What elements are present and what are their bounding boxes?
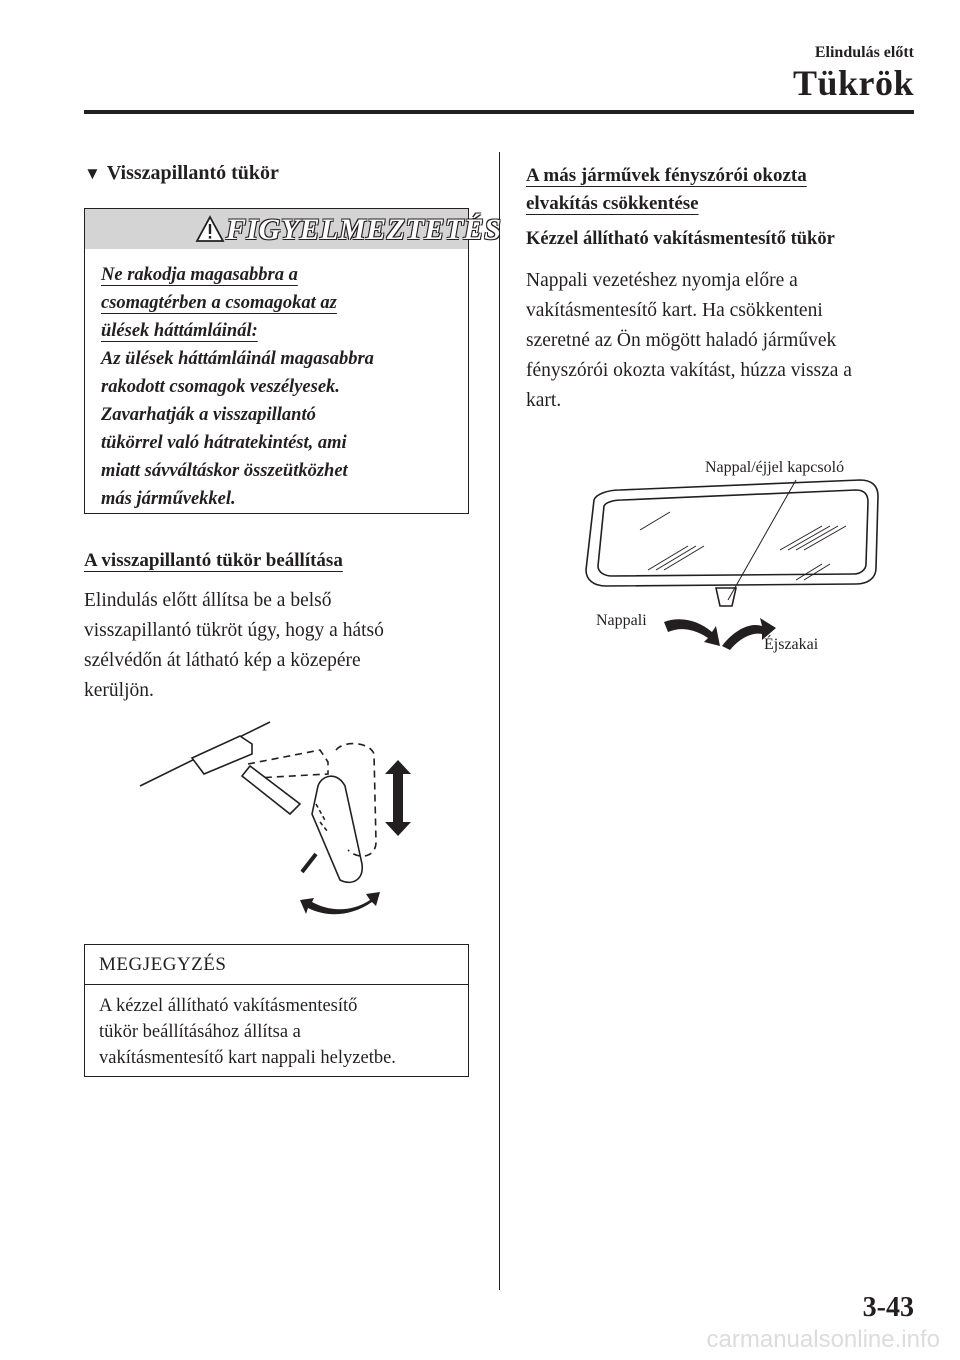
day-night-mirror-figure xyxy=(560,450,890,670)
warning-box xyxy=(84,208,502,514)
glare-heading xyxy=(526,162,886,218)
paragraph-line: vakításmentesítő kart. Ha csökkenteni xyxy=(526,300,823,321)
warning-body-line: más járművekkel. xyxy=(101,489,236,509)
adjust-heading-text: A visszapillantó tükör beállítása xyxy=(84,550,343,571)
page-title: Tükrök xyxy=(792,63,914,103)
warning-body-line: tükörrel való hátratekintést, ami xyxy=(101,433,347,453)
triangle-marker-icon: ▼ xyxy=(84,164,101,183)
night-label: Éjszakai xyxy=(764,636,819,653)
warning-lead-line: csomagtérben a csomagokat az xyxy=(101,293,337,313)
note-header xyxy=(85,945,468,985)
paragraph-line: Elindulás előtt állítsa be a belső xyxy=(84,590,332,611)
watermark: carmanualsonline.info xyxy=(706,1326,940,1353)
manual-mirror-heading: Kézzel állítható vakításmentesítő tükör xyxy=(526,229,835,249)
note-line: tükör beállításához állítsa a xyxy=(99,1022,301,1042)
warning-header xyxy=(85,209,502,249)
mirror-arm xyxy=(242,766,300,814)
warning-body-line: Az ülések háttámláinál magasabbra xyxy=(101,349,374,369)
mirror-adjustment-figure xyxy=(130,714,430,924)
paragraph-line: kart. xyxy=(526,390,562,411)
manual-paragraph xyxy=(526,266,906,416)
subheading-text: Visszapillantó tükör xyxy=(106,162,279,184)
warning-lead-line: Ne rakodja magasabbra a xyxy=(101,265,298,285)
warning-lead xyxy=(101,261,461,345)
note-line: A kézzel állítható vakításmentesítő xyxy=(99,996,358,1016)
paragraph-line: szeretné az Ön mögött haladó járművek xyxy=(526,330,837,351)
day-label: Nappali xyxy=(596,612,647,629)
note-body xyxy=(99,993,464,1071)
warning-body xyxy=(101,345,466,513)
mirror-body xyxy=(312,776,362,882)
paragraph-line: visszapillantó tükröt úgy, hogy a hátsó xyxy=(84,620,384,641)
day-arrow-icon xyxy=(664,619,720,646)
warning-lead-line: ülések háttámláinál: xyxy=(101,321,258,341)
glare-heading-line: A más járművek fényszórói okozta xyxy=(526,165,807,186)
adjust-paragraph xyxy=(84,586,464,706)
header-rule xyxy=(84,110,914,114)
warning-title: FIGYELMEZTETÉS xyxy=(226,213,502,246)
paragraph-line: szélvédőn át látható kép a közepére xyxy=(84,650,361,671)
mount-base xyxy=(192,736,252,774)
note-title: MEGJEGYZÉS xyxy=(99,954,227,975)
adjust-heading xyxy=(84,547,343,575)
note-box xyxy=(84,944,469,1077)
paragraph-line: Nappali vezetéshez nyomja előre a xyxy=(526,270,798,291)
paragraph-line: kerüljön. xyxy=(84,680,154,701)
dimming-lever xyxy=(302,854,316,872)
glare-heading-line: elvakítás csökkentése xyxy=(526,193,699,214)
section-label: Elindulás előtt xyxy=(814,44,914,61)
vertical-arrow-icon xyxy=(385,760,411,836)
subheading xyxy=(84,162,279,185)
rotate-arrow-icon xyxy=(300,892,380,914)
note-line: vakításmentesítő kart nappali helyzetbe. xyxy=(99,1048,396,1068)
page-number: 3-43 xyxy=(862,1292,914,1323)
paragraph-line: fényszórói okozta vakítást, húzza vissza a xyxy=(526,360,852,381)
warning-body-line: miatt sávváltáskor összeütközhet xyxy=(101,461,348,481)
warning-body-line: Zavarhatják a visszapillantó xyxy=(101,405,316,425)
switch-label: Nappal/éjjel kapcsoló xyxy=(705,459,845,476)
warning-triangle-icon xyxy=(195,215,225,243)
column-divider xyxy=(499,152,500,1290)
warning-body-line: rakodott csomagok veszélyesek. xyxy=(101,377,340,397)
